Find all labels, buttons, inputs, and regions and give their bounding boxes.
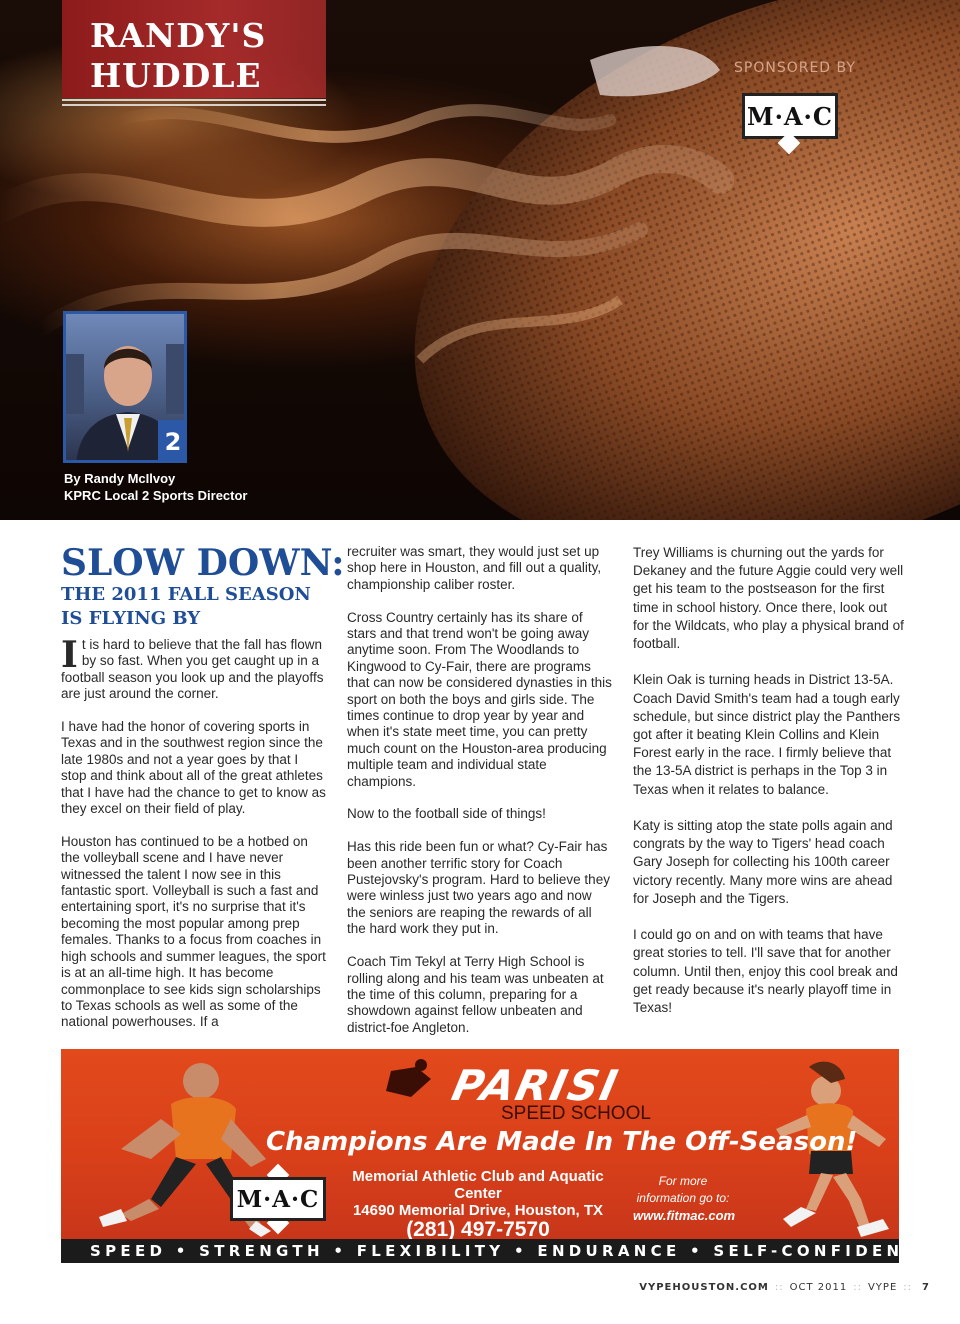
paragraph: recruiter was smart, they would just set up shop here in Houston, and fill out a quality, championship caliber roster. <box>347 544 602 592</box>
paragraph: Trey Williams is churning out the yards for Dekaney and the future Aggie could very well get his team to the postseason for the first time in school history. Once there, look out for the Wildcats, who play a physical brand of football. <box>633 545 904 652</box>
column-title-line1: RANDY'S <box>90 16 267 55</box>
ad-tagline-bar: SPEED • STRENGTH • FLEXIBILITY • ENDURANCE • SELF-CONFIDENCE <box>0 1239 899 1263</box>
article-subhead-line2: IS FLYING BY <box>61 608 201 629</box>
article-column-2 <box>347 544 612 1036</box>
paragraph <box>61 634 326 703</box>
article-column-3 <box>633 544 905 1017</box>
page-number: 7 <box>922 1282 930 1293</box>
article-column-1 <box>61 634 326 1031</box>
club-phone[interactable]: (281) 497-7570 <box>406 1218 550 1239</box>
more-info-line1: For more <box>658 1174 708 1188</box>
paragraph-text: t is hard to believe that the fall has flown by so fast. When you get caught up in a football season you look up and the playoffs are just around the corner. <box>61 637 324 702</box>
paragraph: Klein Oak is turning heads in District 13-5A. Coach David Smith's team had a tough early schedule, but since district play the Panthers got after it beating Klein Collins and Klein Forest early in the race. I firmly believe that the 13-5A district is perhaps in the Top 3 in Texas when it relates to balance. <box>633 672 901 797</box>
mac-logo-text: M·A·C <box>236 1185 320 1213</box>
more-info-block <box>633 1173 736 1225</box>
column-title-line2: HUDDLE <box>90 56 262 95</box>
sponsored-by-label: SPONSORED BY <box>734 60 856 76</box>
title-divider <box>62 99 326 101</box>
club-name: Memorial Athletic Club and Aquatic Center <box>352 1168 604 1202</box>
more-info-line2: information go to: <box>636 1191 730 1205</box>
paragraph: Katy is sitting atop the state polls again and congrats by the way to Tigers' head coach Gary Joseph for collecting his 100th career victory recently. Many more wins are ahead for Joseph and the Tigers. <box>633 818 893 906</box>
club-contact-block <box>333 1168 623 1238</box>
title-divider <box>62 104 326 106</box>
footer-issue: OCT 2011 <box>789 1282 848 1293</box>
tagline-margin <box>0 1239 61 1263</box>
paragraph: I could go on and on with teams that have great stories to tell. I'll save that for another column. Until then, enjoy this cool break and get ready because it's nearly playoff time in Texas! <box>633 927 898 1016</box>
paragraph: Cross Country certainly has its share of stars and that trend won't be going away anytime soon. From The Woodlands to Kingwood to Cy-Fair, there are programs that can now be considered dynasties in this sport on both the boys and girls side. The times continue to drop year by year and when it's state meet time, you can pretty much count on the Houston-area producing multiple team and individual state champions. <box>347 609 612 789</box>
author-name: By Randy McIlvoy <box>64 471 176 486</box>
footer-magazine: VYPE <box>867 1282 898 1293</box>
club-address: 14690 Memorial Drive, Houston, TX <box>352 1202 604 1219</box>
svg-text:2: 2 <box>164 428 182 456</box>
author-role: KPRC Local 2 Sports Director <box>64 488 248 503</box>
author-photo <box>63 311 187 463</box>
mac-logo-text: M·A·C <box>747 101 833 131</box>
more-info-url[interactable]: www.fitmac.com <box>633 1208 736 1223</box>
paragraph: Coach Tim Tekyl at Terry High School is rolling along and his team was unbeaten at the time of this column, preparing for a showdown against fellow unbeaten and district-foe Angleton. <box>347 954 604 1035</box>
article-subhead-line1: THE 2011 FALL SEASON <box>61 584 311 605</box>
paragraph: Has this ride been fun or what? Cy-Fair has been another terrific story for Coach Pustejovsky's program. Hard to believe they were winless just two years ago and now the seniors are reaping the rewards of all the hard work they put in. <box>347 839 610 937</box>
mac-ad-logo <box>230 1177 326 1221</box>
speed-school-label: SPEED SCHOOL <box>501 1103 651 1124</box>
paragraph: Houston has continued to be a hotbed on the volleyball scene and I have never witnessed the talent I now see in this fantastic sport. Volleyball is such a fast and entertaining sport, it's no surprise that it's becoming the most popular among prep females. Thanks to a focus from coaches in high schools and summer leagues, the sport is at an all-time high. It has become commonplace to see kids sign scholarships to Texas schools as well as some of the national powerhouses. If a <box>61 833 326 1030</box>
paragraph: I have had the honor of covering sports in Texas and in the southwest region since the late 1980s and not a year goes by that I stop and think about all of the great athletes that I have had the chance to get to know as they excel on their field of play. <box>61 719 326 817</box>
article-headline: SLOW DOWN: <box>61 542 345 584</box>
footer-site: VYPEHOUSTON.COM <box>639 1282 769 1293</box>
parisi-advertisement[interactable] <box>61 1049 899 1239</box>
parisi-brand: PARISI <box>447 1061 624 1110</box>
page-footer: VYPEHOUSTON.COM :: OCT 2011 :: VYPE :: 7 <box>639 1282 930 1293</box>
author-portrait <box>66 314 187 463</box>
drop-cap: I <box>61 634 78 676</box>
ad-headline: Champions Are Made In The Off-Season! <box>266 1127 858 1157</box>
hero-banner <box>0 0 960 520</box>
paragraph: Now to the football side of things! <box>347 806 546 822</box>
